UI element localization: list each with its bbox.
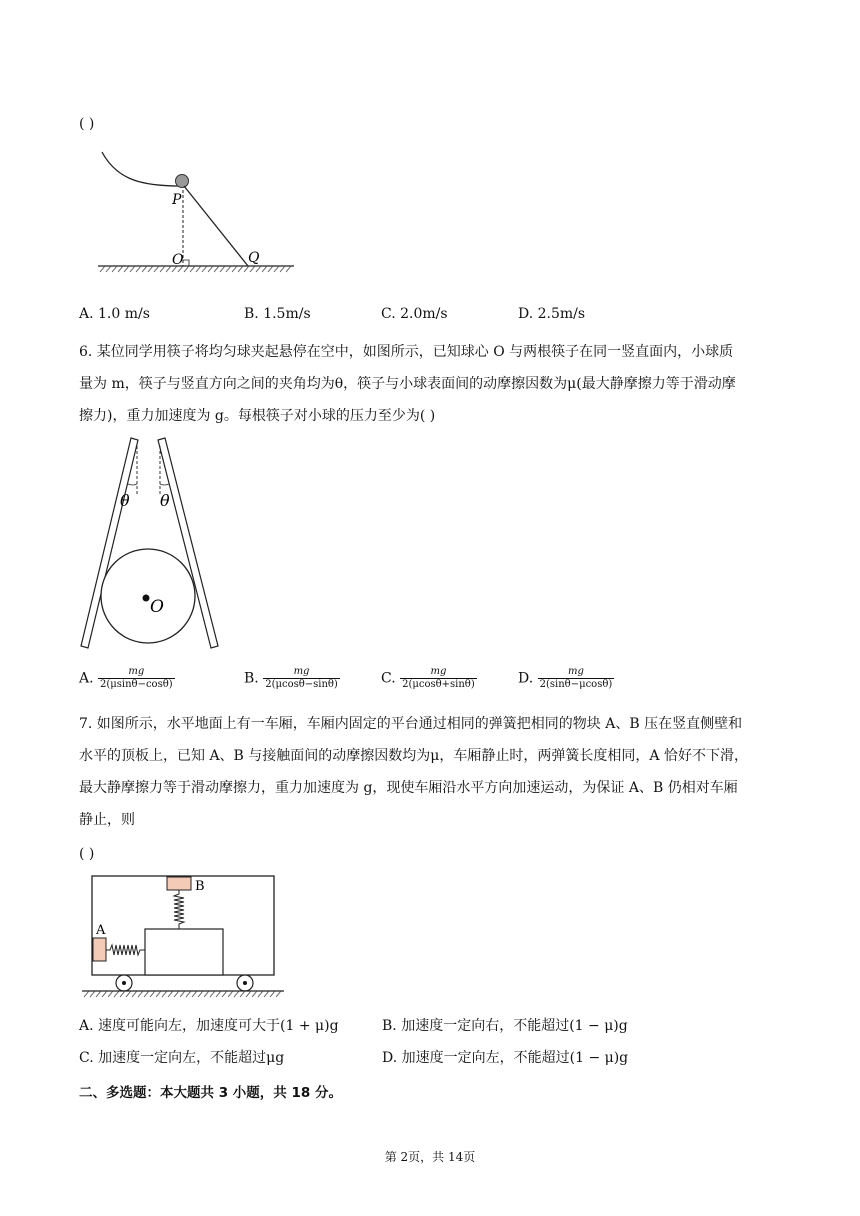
q5-figure (92, 140, 302, 280)
q5-option-d: D. 2.5m/s (518, 306, 586, 322)
label-block-b: B (195, 879, 205, 894)
q6-option-a: A. $\frac{mg}{2(\mu\sin\theta-\cos\theta)}$ (79, 666, 173, 690)
q5-option-c: C. 2.0m/s (381, 306, 448, 322)
q7-text-line3: 最大静摩擦力等于滑动摩擦力，重力加速度为 g，现使车厢沿水平方向加速运动，为保证 A、B 仍相对车厢 (79, 780, 738, 796)
q7-text-line4: 静止，则 (79, 812, 135, 828)
q7-answer-paren: ( ) (79, 846, 95, 862)
q7-option-b: B. 加速度一定向右，不能超过(1 − μ)g (382, 1018, 628, 1034)
q6-text-line1: 6. 某位同学用筷子将均匀球夹起悬停在空中，如图所示，已知球心 O 与两根筷子在同一竖直面内，小球质 (79, 344, 734, 360)
label-center-o: O (150, 597, 164, 617)
label-o: O (172, 252, 184, 268)
label-theta-left: θ (120, 491, 130, 510)
label-p: P (172, 192, 182, 208)
q5-option-a: A. 1.0 m/s (79, 306, 150, 322)
label-q: Q (248, 250, 260, 266)
q7-option-c: C. 加速度一定向左，不能超过μg (79, 1050, 285, 1066)
q6-option-c: C. $\frac{mg}{2(\mu\cos\theta+\sin\theta)}$ (381, 666, 475, 690)
q6-option-d: D. $\frac{mg}{2(\sin\theta-\mu\cos\theta)}$ (518, 666, 613, 690)
q6-text-line2: 量为 m，筷子与竖直方向之间的夹角均为θ，筷子与小球表面间的动摩擦因数为μ(最大静摩擦力等于滑动摩 (79, 376, 736, 392)
section-heading: 二、多选题：本大题共 3 小题，共 18 分。 (79, 1085, 342, 1101)
q6-text-line3: 擦力)，重力加速度为 g。每根筷子对小球的压力至少为( ) (79, 408, 436, 424)
page-footer: 第 2页，共 14页 (384, 1150, 476, 1164)
q6-option-b: B. $\frac{mg}{2(\mu\cos\theta-\sin\theta)}$ (244, 666, 338, 690)
q7-option-d: D. 加速度一定向左，不能超过(1 − μ)g (382, 1050, 629, 1066)
q5-option-b: B. 1.5m/s (244, 306, 311, 322)
q6-figure (76, 432, 226, 654)
q7-figure (78, 870, 288, 1000)
label-block-a: A (96, 923, 106, 938)
q7-option-a: A. 速度可能向左，加速度可大于(1 + μ)g (79, 1018, 339, 1034)
label-theta-right: θ (160, 491, 170, 510)
q5-answer-paren: ( ) (79, 116, 95, 132)
q7-text-line2: 水平的顶板上，已知 A、B 与接触面间的动摩擦因数均为μ，车厢静止时，两弹簧长度相同，A 恰好不下滑， (79, 748, 748, 764)
q7-text-line1: 7. 如图所示，水平地面上有一车厢，车厢内固定的平台通过相同的弹簧把相同的物块 A、B 压在竖直侧壁和 (79, 716, 743, 732)
